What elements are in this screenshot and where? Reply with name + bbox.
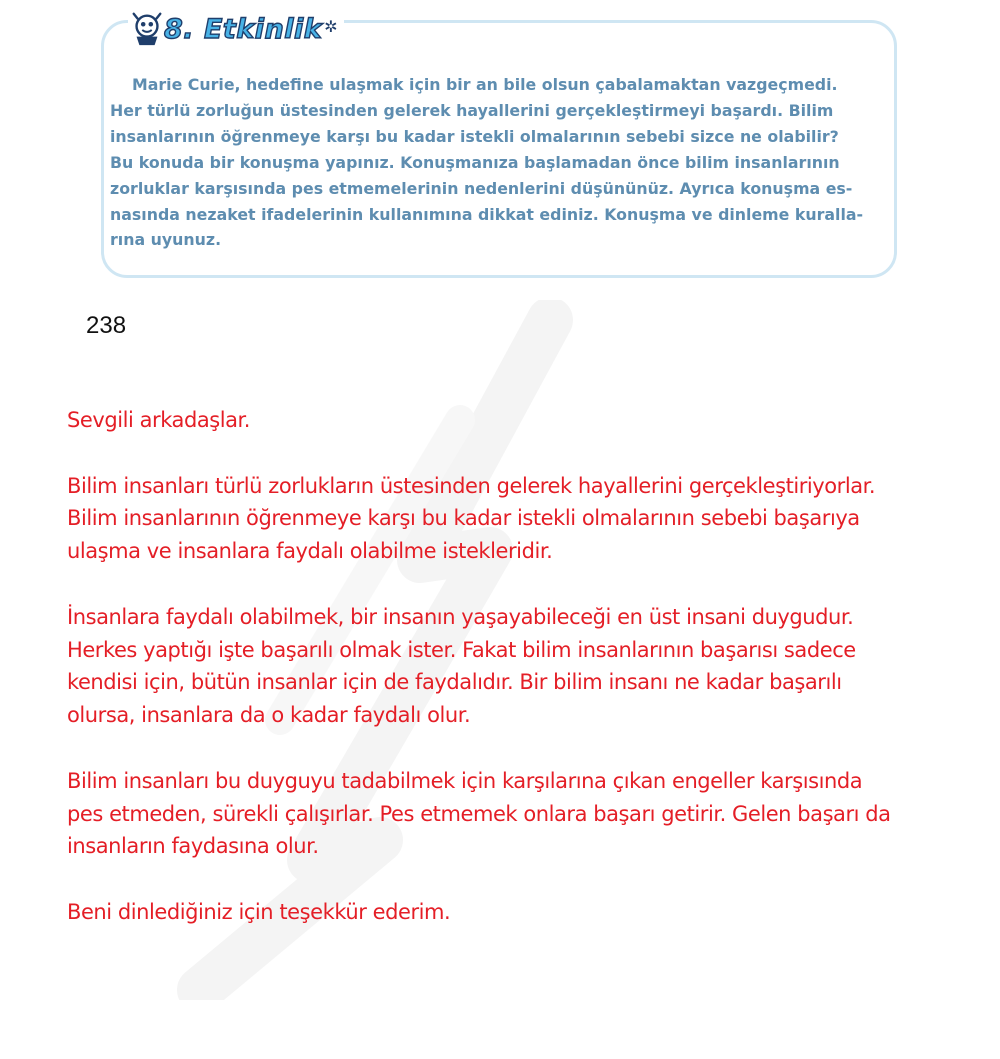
activity-line: Bu konuda bir konuşma yapınız. Konuşmanıza başlamadan önce bilim insanlarının	[110, 152, 840, 172]
activity-instructions	[110, 72, 880, 253]
page-number: 238	[86, 312, 127, 339]
mascot-icon	[128, 10, 166, 48]
answer-closing: Beni dinlediğiniz için teşekkür ederim.	[67, 899, 451, 924]
answer-greeting: Sevgili arkadaşlar.	[67, 408, 251, 432]
answer-line: Bilim insanları türlü zorlukların üstesinden gelerek hayallerini gerçekleştiriyorlar.	[67, 473, 876, 498]
activity-line: zorluklar karşısında pes etmemelerinin nedenlerini düşününüz. Ayrıca konuşma es-	[110, 178, 853, 198]
answer-line: İnsanlara faydalı olabilmek, bir insanın yaşayabileceği en üst insani duygudur.	[67, 604, 854, 629]
answer-line: kendisi için, bütün insanlar için de faydalıdır. Bir bilim insanı ne kadar başarılı	[67, 670, 842, 695]
activity-heading	[128, 8, 344, 50]
answer-line: Bilim insanları bu duyguyu tadabilmek için karşılarına çıkan engeller karşısında	[67, 768, 863, 793]
activity-title: 8. Etkinlik	[164, 13, 323, 45]
answer-line: Bilim insanlarının öğrenmeye karşı bu kadar istekli olmalarının sebebi başarıya	[67, 506, 860, 531]
answer-line: olursa, insanlara da o kadar faydalı olur.	[67, 703, 471, 728]
activity-line: Her türlü zorluğun üstesinden gelerek hayallerini gerçekleştirmeyi başardı. Bilim	[110, 100, 834, 120]
activity-line: nasında nezaket ifadelerinin kullanımına dikkat ediniz. Konuşma ve dinleme kuralla-	[110, 204, 864, 224]
answer-line: Herkes yaptığı işte başarılı olmak ister. Fakat bilim insanlarının başarısı sadece	[67, 637, 856, 662]
answer-line: ulaşma ve insanlara faydalı olabilme istekleridir.	[67, 539, 553, 564]
answer-speech	[67, 404, 992, 929]
sparkle-icon: ✲	[324, 19, 338, 36]
activity-line: Marie Curie, hedefine ulaşmak için bir an bile olsun çabalamaktan vazgeçmedi.	[132, 75, 838, 94]
activity-line: rına uyunuz.	[110, 230, 222, 250]
answer-line: insanların faydasına olur.	[67, 834, 319, 859]
activity-line: insanlarının öğrenmeye karşı bu kadar istekli olmalarının sebebi sizce ne olabilir?	[110, 126, 839, 146]
answer-line: pes etmeden, sürekli çalışırlar. Pes etmemek onlara başarı getirir. Gelen başarı da	[67, 801, 891, 826]
